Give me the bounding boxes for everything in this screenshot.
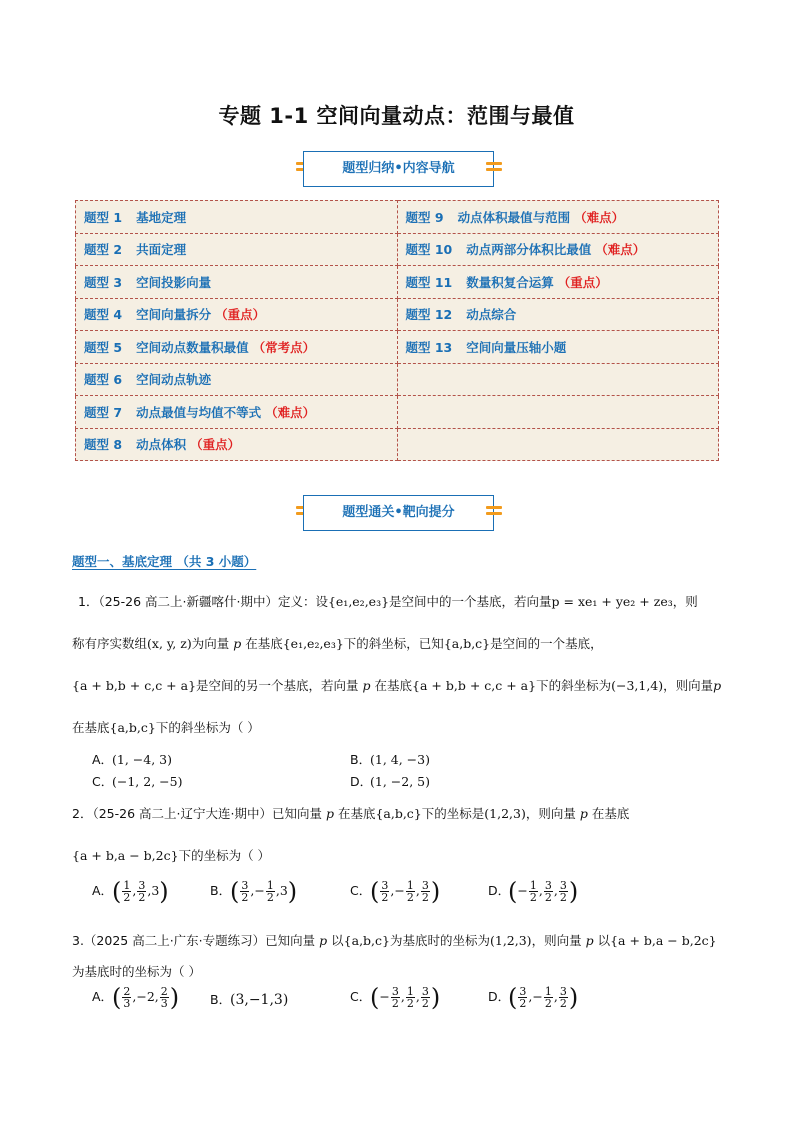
nav-item-label: 动点两部分体积比最值 [466,242,592,258]
q2-line1: 2．（25-26 高二上·辽宁大连·期中）已知向量 p 在基底{a,b,c}下的坐标是(1,2,3)，则向量 p 在基底 [72,806,630,821]
q1-option-d[interactable]: D．(1, −2, 5) [350,774,430,789]
nav-item-right-4[interactable] [397,298,719,331]
nav-item-tag: （难点） [574,209,625,225]
nav-item-number: 题型 1 [84,209,123,225]
nav-item-number: 题型 8 [84,437,123,453]
nav-item-right-2[interactable] [397,233,719,266]
nav-item-tag: （难点） [595,242,646,258]
nav-row [76,266,719,299]
q1-line1: 1．（25-26 高二上·新疆喀什·期中）定义：设{e₁,e₂,e₃}是空间中的一个基底，若向量p = xe₁ + ye₂ + ze₃，则 [78,594,698,609]
q2-option-b[interactable]: B．( $\frac{3}{2}$ ,− $\frac{1}{2}$ ,3) [210,877,298,906]
banner-title: 题型归纳•内容导航 [303,151,494,187]
nav-row [76,396,719,429]
nav-item-left-3[interactable] [76,266,398,299]
nav-item-left-2[interactable] [76,233,398,266]
q1-option-a[interactable]: A．(1, −4, 3) [92,752,172,767]
nav-item-label: 动点体积 [136,437,187,453]
nav-item-tag: （难点） [265,404,316,420]
nav-item-number: 题型 11 [405,274,453,290]
nav-item-label: 动点综合 [466,307,517,323]
nav-item-right-3[interactable] [397,266,719,299]
q3-option-d[interactable]: D．( $\frac{3}{2}$ ,− $\frac{1}{2}$ , $\frac{3}{2}$ ) [488,983,579,1012]
q1-option-c[interactable]: C．(−1, 2, −5) [92,774,183,789]
nav-item-label: 空间向量压轴小题 [466,339,567,355]
q3-option-c[interactable]: C．(− $\frac{3}{2}$ , $\frac{1}{2}$ , $\frac{3}{2}$ ) [350,983,441,1012]
nav-item-tag: （重点） [190,437,241,453]
nav-row [76,298,719,331]
nav-item-label: 数量积复合运算 [466,274,554,290]
nav-item-label: 空间动点数量积最值 [136,339,249,355]
nav-item-tag: （重点） [557,274,608,290]
nav-item-left-8[interactable] [76,428,398,461]
decor-lines-icon [486,162,502,176]
section-heading: 题型一、基底定理 （共 3 小题） [72,554,257,569]
q3-line2: 为基底时的坐标为（ ） [72,964,201,979]
nav-item-left-1[interactable] [76,201,398,234]
nav-item-number: 题型 13 [405,339,453,355]
nav-row [76,363,719,396]
q2-option-c[interactable]: C．( $\frac{3}{2}$ ,− $\frac{1}{2}$ , $\frac{3}{2}$ ) [350,877,441,906]
q3-option-b[interactable]: B．(3,−1,3) [210,992,289,1008]
q1-line4: 在基底{a,b,c}下的斜坐标为（ ） [72,720,260,735]
nav-item-number: 题型 5 [84,339,123,355]
nav-row [76,331,719,364]
q1-line3: {a + b,b + c,c + a}是空间的另一个基底，若向量 p 在基底{a + b,b + c,c + a}下的斜坐标为(−3,1,4)，则向量p [72,678,722,693]
q3-line1: 3.（2025 高二上·广东·专题练习）已知向量 p 以{a,b,c}为基底时的坐标为(1,2,3)，则向量 p 以{a + b,a − b,2c} [72,933,717,948]
nav-item-tag: （重点） [215,307,266,323]
nav-item-number: 题型 7 [84,404,123,420]
nav-row [76,233,719,266]
nav-item-left-6[interactable] [76,363,398,396]
nav-empty-cell [397,396,719,429]
nav-item-label: 空间向量拆分 [136,307,212,323]
decor-lines-icon [486,506,502,520]
q3-option-a[interactable]: A．( $\frac{2}{3}$ ,−2, $\frac{2}{3}$ ) [92,983,180,1012]
nav-item-number: 题型 10 [405,242,453,258]
topic-nav-table [75,200,719,461]
nav-item-number: 题型 4 [84,307,123,323]
nav-row [76,428,719,461]
nav-item-right-1[interactable] [397,201,719,234]
nav-item-label: 空间动点轨迹 [136,372,212,388]
q2-option-a[interactable]: A．( $\frac{1}{2}$ , $\frac{3}{2}$ ,3) [92,877,169,906]
nav-item-label: 共面定理 [136,242,187,258]
nav-item-label: 基地定理 [136,209,187,225]
nav-item-left-7[interactable] [76,396,398,429]
page-title: 专题 1-1 空间向量动点：范围与最值 [218,104,575,128]
nav-empty-cell [397,363,719,396]
nav-item-label: 空间投影向量 [136,274,212,290]
nav-item-left-4[interactable] [76,298,398,331]
q1-line2: 称有序实数组(x, y, z)为向量 p 在基底{e₁,e₂,e₃}下的斜坐标，已知{a,b,c}是空间的一个基底， [72,636,603,651]
q2-option-d[interactable]: D．(− $\frac{1}{2}$ , $\frac{3}{2}$ , $\frac{3}{2}$ ) [488,877,579,906]
nav-banner [0,151,793,187]
nav-item-number: 题型 9 [405,209,444,225]
nav-item-right-5[interactable] [397,331,719,364]
nav-item-number: 题型 12 [405,307,453,323]
nav-item-left-5[interactable] [76,331,398,364]
nav-item-number: 题型 6 [84,372,123,388]
nav-item-label: 动点体积最值与范围 [457,209,571,225]
nav-item-number: 题型 2 [84,242,123,258]
q2-line2: {a + b,a − b,2c}下的坐标为（ ） [72,848,271,863]
nav-empty-cell [397,428,719,461]
banner-title: 题型通关•靶向提分 [303,495,494,531]
nav-item-number: 题型 3 [84,274,123,290]
nav-item-label: 动点最值与均值不等式 [136,404,262,420]
nav-row [76,201,719,234]
q1-option-b[interactable]: B．(1, 4, −3) [350,752,430,767]
nav-item-tag: （常考点） [252,339,316,355]
practice-banner [0,495,793,531]
